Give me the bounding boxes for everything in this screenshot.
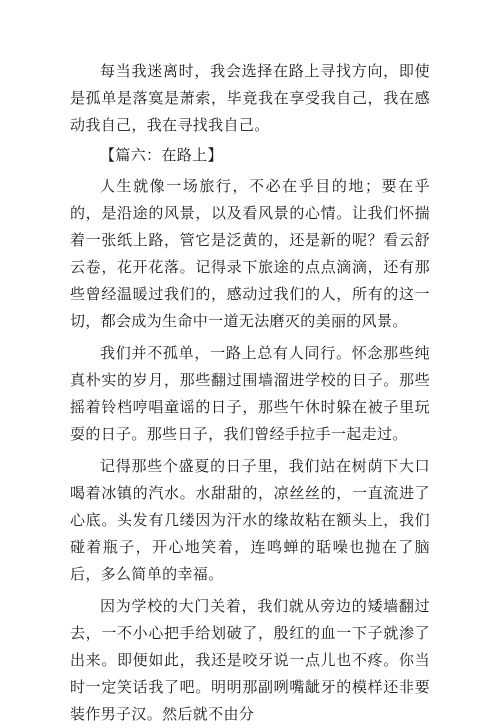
section-heading: 【篇六：在路上】 — [100, 146, 223, 164]
paragraph-5: 因为学校的大门关着，我们就从旁边的矮墙翻过去，一不小心把手给划破了，殷红的血一下子就渗了出来。即便如此，我还是咬牙说一点儿也不疼。你当时一定笑话我了吧。明明那副咧嘴龇牙的模样还非要装作男子汉。然后就不由分 — [70, 597, 430, 723]
paragraph-2: 人生就像一场旅行，不必在乎目的地；要在乎的，是沿途的风景，以及看风景的心情。让我们怀揣着一张纸上路，管它是泛黄的，还是新的呢？看云舒云卷，花开花落。记得录下旅途的点点滴滴，还有那些曾经温暖过我们的，感动过我们的人，所有的这一切，都会成为生命中一道无法磨灭的美丽的风景。 — [70, 177, 430, 330]
paragraph-1: 每当我迷离时，我会选择在路上寻找方向，即使是孤单是落寞是萧索，毕竟我在享受我自己，我在感动我自己，我在寻找我自己。 — [70, 62, 430, 134]
paragraph-4: 记得那些个盛夏的日子里，我们站在树荫下大口喝着冰镇的汽水。水甜甜的，凉丝丝的，一直流进了心底。头发有几缕因为汗水的缘故粘在额头上，我们碰着瓶子，开心地笑着，连鸣蝉的聒噪也抛在了脑后，多么简单的幸福。 — [70, 457, 430, 583]
paragraph-3: 我们并不孤单，一路上总有人同行。怀念那些纯真朴实的岁月，那些翻过围墙溜进学校的日子。那些摇着铃档哼唱童谣的日子，那些午休时躲在被子里玩耍的日子。那些日子，我们曾经手拉手一起走过。 — [70, 344, 430, 443]
document-page — [70, 58, 430, 728]
